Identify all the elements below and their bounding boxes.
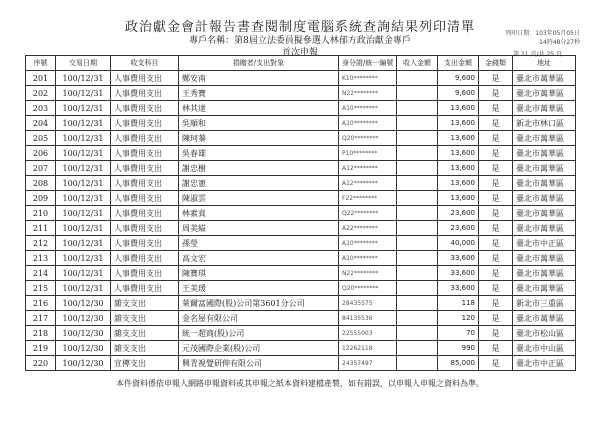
cell-income	[397, 146, 438, 161]
cell-income	[397, 296, 438, 311]
cell-address: 臺北市萬華區	[513, 191, 576, 206]
cell-expense: 13,600	[438, 101, 479, 116]
cell-income	[397, 221, 438, 236]
cell-id-number: 22555003	[339, 326, 397, 341]
table-row	[26, 221, 576, 236]
cell-address: 臺北市萬華區	[513, 206, 576, 221]
cell-date: 100/12/31	[56, 131, 111, 146]
cell-date: 100/12/31	[56, 146, 111, 161]
cell-expense: 13,600	[438, 161, 479, 176]
cell-payee: 統一超商(股)公司	[179, 326, 339, 341]
column-header-address: 地址	[513, 56, 576, 71]
cell-address: 新北市三重區	[513, 296, 576, 311]
cell-expense: 85,000	[438, 356, 479, 371]
cell-seq: 202	[26, 86, 56, 101]
cell-cash: 是	[479, 191, 513, 206]
cell-address: 臺北市萬華區	[513, 281, 576, 296]
cell-id-number: N22********	[339, 266, 397, 281]
cell-category: 人事費用支出	[111, 281, 179, 296]
table-row	[26, 101, 576, 116]
table-row	[26, 311, 576, 326]
cell-date: 100/12/31	[56, 176, 111, 191]
cell-expense: 9,600	[438, 71, 479, 86]
cell-income	[397, 176, 438, 191]
page-info: 第 11 頁/共 25 頁	[513, 51, 562, 58]
column-header-seq: 序號	[26, 56, 56, 71]
cell-expense: 33,600	[438, 251, 479, 266]
cell-category: 人事費用支出	[111, 266, 179, 281]
cell-cash: 是	[479, 251, 513, 266]
cell-address: 臺北市萬華區	[513, 86, 576, 101]
cell-income	[397, 356, 438, 371]
cell-id-number: A10********	[339, 251, 397, 266]
cell-cash: 是	[479, 131, 513, 146]
cell-date: 100/12/31	[56, 251, 111, 266]
cell-seq: 206	[26, 146, 56, 161]
cell-date: 100/12/30	[56, 356, 111, 371]
cell-id-number: N22********	[339, 86, 397, 101]
cell-expense: 13,600	[438, 116, 479, 131]
cell-id-number: A10********	[339, 236, 397, 251]
cell-date: 100/12/31	[56, 281, 111, 296]
table-row	[26, 341, 576, 356]
cell-address: 臺北市中正區	[513, 356, 576, 371]
cell-id-number: A22********	[339, 221, 397, 236]
table-row	[26, 176, 576, 191]
cell-payee: 陳寶琪	[179, 266, 339, 281]
cell-payee: 鄭安南	[179, 71, 339, 86]
column-header-payee: 捐贈者/支出對象	[179, 56, 339, 71]
cell-date: 100/12/31	[56, 206, 111, 221]
cell-payee: 萊爾富國際(股)公司第3601分公司	[179, 296, 339, 311]
cell-payee: 謝忠憲	[179, 176, 339, 191]
cell-id-number: P10********	[339, 146, 397, 161]
column-header-expense: 支出金額	[438, 56, 479, 71]
report-title: 政治獻金會計報告書查閱制度電腦系統查詢結果列印清單	[124, 20, 475, 35]
cell-cash: 是	[479, 266, 513, 281]
cell-payee: 金名屋有限公司	[179, 311, 339, 326]
cell-payee: 興青視覺研伸有限公司	[179, 356, 339, 371]
cell-expense: 13,600	[438, 176, 479, 191]
cell-id-number: A12********	[339, 176, 397, 191]
cell-cash: 是	[479, 71, 513, 86]
cell-payee: 吳春雄	[179, 146, 339, 161]
cell-address: 臺北市中山區	[513, 341, 576, 356]
cell-address: 臺北市萬華區	[513, 266, 576, 281]
cell-category: 人事費用支出	[111, 161, 179, 176]
cell-id-number: Q20********	[339, 131, 397, 146]
cell-expense: 118	[438, 296, 479, 311]
cell-cash: 是	[479, 281, 513, 296]
cell-cash: 是	[479, 236, 513, 251]
cell-payee: 高文宏	[179, 251, 339, 266]
table-row	[26, 356, 576, 371]
cell-payee: 孫瑩	[179, 236, 339, 251]
cell-payee: 謝忠樹	[179, 161, 339, 176]
table-row	[26, 191, 576, 206]
cell-address: 臺北市萬華區	[513, 221, 576, 236]
cell-category: 人事費用支出	[111, 191, 179, 206]
column-header-cash: 金錢類	[479, 56, 513, 71]
cell-seq: 203	[26, 101, 56, 116]
cell-expense: 70	[438, 326, 479, 341]
cell-cash: 是	[479, 296, 513, 311]
cell-expense: 9,600	[438, 86, 479, 101]
cell-id-number: K10********	[339, 71, 397, 86]
cell-category: 人事費用支出	[111, 251, 179, 266]
cell-income	[397, 281, 438, 296]
cell-expense: 13,600	[438, 191, 479, 206]
cell-id-number: A12********	[339, 161, 397, 176]
cell-date: 100/12/31	[56, 236, 111, 251]
table-row	[26, 86, 576, 101]
cell-income	[397, 341, 438, 356]
cell-payee: 陳淑雲	[179, 191, 339, 206]
cell-cash: 是	[479, 101, 513, 116]
cell-seq: 218	[26, 326, 56, 341]
table-row	[26, 251, 576, 266]
footer-note: 本件資料係依申報人網路申報資料或其申報之紙本資料建檔產製，如有錯誤，以申報人申報之資料為準。	[116, 379, 484, 388]
column-header-category: 收支科目	[111, 56, 179, 71]
cell-date: 100/12/31	[56, 71, 111, 86]
cell-id-number: A10********	[339, 116, 397, 131]
cell-category: 雜支支出	[111, 326, 179, 341]
cell-category: 人事費用支出	[111, 146, 179, 161]
account-name: 專戶名稱：第8屆立法委員擬參選人林郁方政治獻金專戶	[189, 36, 411, 46]
column-header-date: 交易日期	[56, 56, 111, 71]
cell-cash: 是	[479, 356, 513, 371]
cell-address: 臺北市萬華區	[513, 131, 576, 146]
print-datetime	[505, 29, 580, 47]
print-date: 列印日期：103年05月05日	[505, 30, 580, 37]
cell-cash: 是	[479, 326, 513, 341]
column-header-id-number: 身分證/統一編號	[339, 56, 397, 71]
cell-seq: 205	[26, 131, 56, 146]
table-row	[26, 206, 576, 221]
table-row	[26, 161, 576, 176]
cell-category: 人事費用支出	[111, 221, 179, 236]
cell-seq: 215	[26, 281, 56, 296]
table-header	[26, 56, 576, 71]
cell-id-number: A10********	[339, 101, 397, 116]
cell-date: 100/12/30	[56, 296, 111, 311]
cell-seq: 211	[26, 221, 56, 236]
report-type: 首次申報	[281, 48, 318, 58]
cell-address: 臺北市松山區	[513, 326, 576, 341]
cell-payee: 王美瑗	[179, 281, 339, 296]
cell-date: 100/12/31	[56, 266, 111, 281]
cell-address: 臺北市中正區	[513, 236, 576, 251]
cell-income	[397, 266, 438, 281]
cell-category: 人事費用支出	[111, 71, 179, 86]
cell-expense: 40,000	[438, 236, 479, 251]
cell-expense: 13,600	[438, 146, 479, 161]
cell-seq: 219	[26, 341, 56, 356]
cell-category: 雜支支出	[111, 311, 179, 326]
cell-cash: 是	[479, 86, 513, 101]
cell-expense: 120	[438, 311, 479, 326]
cell-seq: 204	[26, 116, 56, 131]
cell-date: 100/12/31	[56, 86, 111, 101]
cell-category: 人事費用支出	[111, 131, 179, 146]
cell-address: 臺北市萬華區	[513, 251, 576, 266]
cell-income	[397, 101, 438, 116]
cell-cash: 是	[479, 176, 513, 191]
cell-seq: 207	[26, 161, 56, 176]
cell-seq: 214	[26, 266, 56, 281]
cell-cash: 是	[479, 221, 513, 236]
cell-payee: 吳順和	[179, 116, 339, 131]
cell-date: 100/12/31	[56, 191, 111, 206]
cell-cash: 是	[479, 206, 513, 221]
cell-category: 人事費用支出	[111, 206, 179, 221]
cell-id-number: 28435575	[339, 296, 397, 311]
cell-cash: 是	[479, 311, 513, 326]
table-row	[26, 146, 576, 161]
column-header-income: 收入金額	[397, 56, 438, 71]
records-table	[25, 55, 576, 371]
cell-seq: 210	[26, 206, 56, 221]
cell-income	[397, 116, 438, 131]
table-row	[26, 236, 576, 251]
cell-seq: 213	[26, 251, 56, 266]
cell-payee: 周美縊	[179, 221, 339, 236]
cell-address: 臺北市萬華區	[513, 71, 576, 86]
cell-category: 宣傳支出	[111, 356, 179, 371]
cell-date: 100/12/30	[56, 326, 111, 341]
cell-cash: 是	[479, 146, 513, 161]
table-row	[26, 131, 576, 146]
cell-id-number: Q20********	[339, 281, 397, 296]
cell-payee: 元茂國際企業(股)公司	[179, 341, 339, 356]
cell-income	[397, 251, 438, 266]
cell-category: 人事費用支出	[111, 176, 179, 191]
table-row	[26, 281, 576, 296]
cell-cash: 是	[479, 116, 513, 131]
cell-date: 100/12/31	[56, 101, 111, 116]
cell-expense: 33,600	[438, 266, 479, 281]
cell-category: 人事費用支出	[111, 116, 179, 131]
cell-expense: 13,600	[438, 131, 479, 146]
cell-income	[397, 161, 438, 176]
table-row	[26, 326, 576, 341]
cell-payee: 林素真	[179, 206, 339, 221]
cell-expense: 23,600	[438, 221, 479, 236]
cell-income	[397, 131, 438, 146]
cell-income	[397, 86, 438, 101]
cell-address: 臺北市萬華區	[513, 161, 576, 176]
cell-seq: 209	[26, 191, 56, 206]
cell-expense: 33,600	[438, 281, 479, 296]
cell-id-number: 84135536	[339, 311, 397, 326]
cell-category: 人事費用支出	[111, 86, 179, 101]
cell-address: 新北市林口區	[513, 116, 576, 131]
cell-id-number: Q22********	[339, 206, 397, 221]
table-row	[26, 116, 576, 131]
table-row	[26, 266, 576, 281]
cell-category: 人事費用支出	[111, 101, 179, 116]
cell-id-number: 12262118	[339, 341, 397, 356]
cell-category: 雜支支出	[111, 341, 179, 356]
cell-seq: 217	[26, 311, 56, 326]
cell-seq: 208	[26, 176, 56, 191]
cell-income	[397, 191, 438, 206]
print-time: 14時48分27秒	[539, 39, 580, 46]
cell-cash: 是	[479, 341, 513, 356]
cell-payee: 林其達	[179, 101, 339, 116]
cell-payee: 王秀寶	[179, 86, 339, 101]
cell-id-number: F22********	[339, 191, 397, 206]
cell-payee: 陳珂蓁	[179, 131, 339, 146]
cell-income	[397, 311, 438, 326]
cell-address: 臺北市萬華區	[513, 176, 576, 191]
cell-income	[397, 326, 438, 341]
cell-income	[397, 206, 438, 221]
cell-expense: 990	[438, 341, 479, 356]
cell-seq: 216	[26, 296, 56, 311]
cell-seq: 220	[26, 356, 56, 371]
cell-seq: 212	[26, 236, 56, 251]
cell-id-number: 24357497	[339, 356, 397, 371]
cell-seq: 201	[26, 71, 56, 86]
cell-date: 100/12/31	[56, 116, 111, 131]
cell-date: 100/12/30	[56, 341, 111, 356]
table-row	[26, 71, 576, 86]
cell-category: 雜支支出	[111, 296, 179, 311]
cell-address: 臺北市萬華區	[513, 101, 576, 116]
cell-income	[397, 236, 438, 251]
cell-income	[397, 71, 438, 86]
cell-address: 臺北市萬華區	[513, 146, 576, 161]
cell-address: 臺北市萬華區	[513, 311, 576, 326]
cell-expense: 23,600	[438, 206, 479, 221]
cell-category: 人事費用支出	[111, 236, 179, 251]
table-row	[26, 296, 576, 311]
cell-date: 100/12/31	[56, 221, 111, 236]
cell-date: 100/12/30	[56, 311, 111, 326]
cell-date: 100/12/31	[56, 161, 111, 176]
cell-cash: 是	[479, 161, 513, 176]
